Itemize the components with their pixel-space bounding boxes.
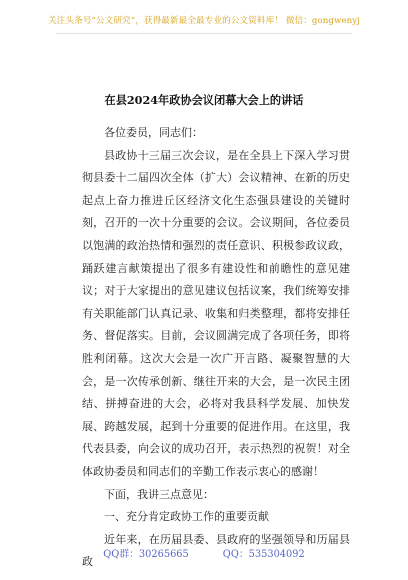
section-heading-1: 一、充分肯定政协工作的重要贡献 <box>104 510 269 524</box>
qq-group-number: QQ群：30265665 <box>103 549 189 560</box>
paragraph-section-1: 近年来，在历届县委、县政府的坚强领导和历届县政 <box>82 532 350 569</box>
document-body <box>82 112 350 574</box>
footer-contact <box>0 546 408 560</box>
greeting: 各位委员，同志们： <box>104 126 203 139</box>
header-divider <box>56 33 352 34</box>
document-title: 在县2024年政协会议闭幕大会上的讲话 <box>104 93 304 107</box>
promo-banner: 关注头条号“公文研究”，获得最新最全最专业的公文资料库！ 微信：gongwenyj <box>47 16 361 26</box>
paragraph-intro-points: 下面，我讲三点意见： <box>104 487 214 501</box>
qq-number: QQ：535304092 <box>222 549 305 560</box>
paragraph-opening: 县政协十三届三次会议，是在全县上下深入学习贯彻县委十二届四次全体（扩大）会议精神、在新的历史起点上奋力推进丘区经济文化生态强县建设的关键时刻，召开的一次十分重要的会议。会议期间，各位委员以饱满的政治热情和强烈的责任意识、积极参政议政，踊跃建言献策提出了很多有建设性和前瞻性的意见建议；对于大家提出的意见建议包括议案，我们统筹安排有关职能部门认真记录、收集和归类整理，都将安排任务、督促落实。目前，会议圆满完成了各项任务，即将胜利闭幕。这次大会是一次广开言路、凝聚智慧的大会，是一次传承创新、继往开来的大会，是一次民主团结、拼搏奋进的大会，必将对我县科学发展、加快发展、跨越发展，起到十分重要的促进作用。在这里，我代表县委，向会议的成功召开，表示热烈的祝贺！对全体政协委员和同志们的辛勤工作表示衷心的感谢！ <box>82 148 350 478</box>
